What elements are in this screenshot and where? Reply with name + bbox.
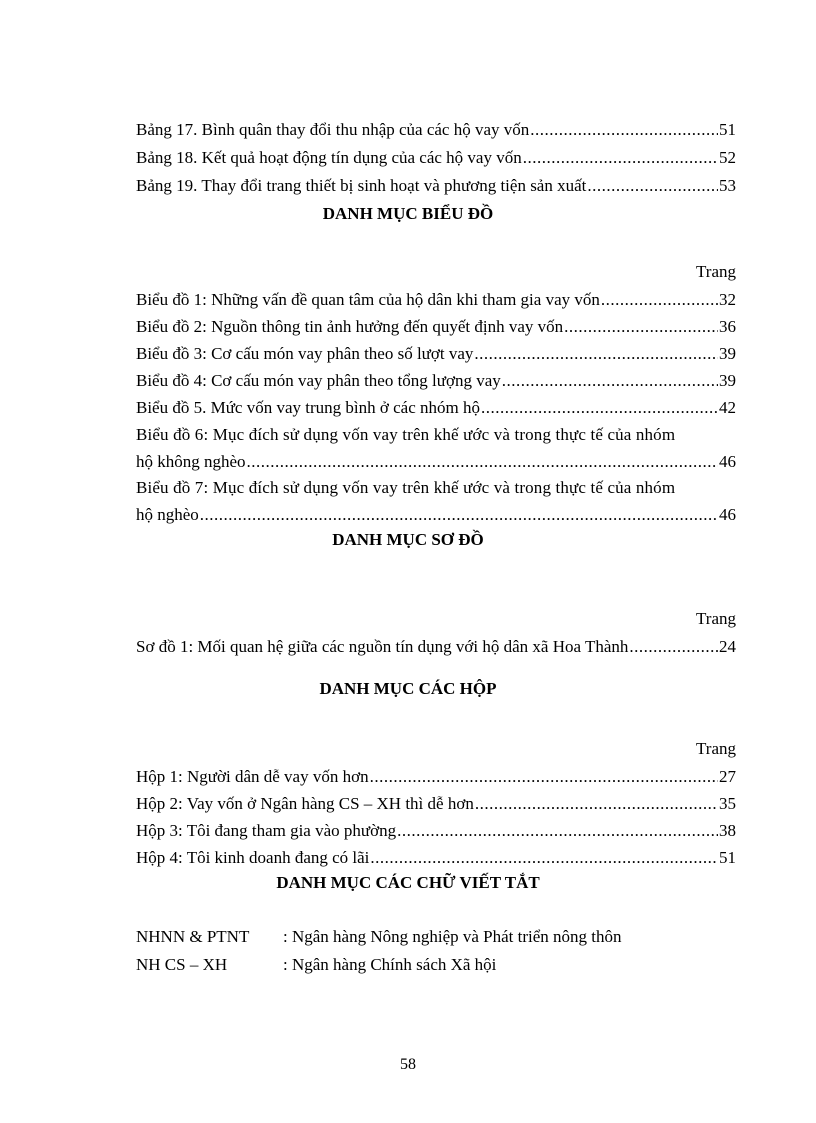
toc-entry-page: 32 xyxy=(719,290,736,309)
toc-entry-label: Bảng 17. Bình quân thay đổi thu nhập của các hộ vay vốn xyxy=(136,120,530,139)
toc-entry-page: 27 xyxy=(719,767,736,786)
dot-leader xyxy=(200,503,718,527)
diagrams-heading: DANH MỤC SƠ ĐỒ xyxy=(332,530,484,549)
toc-entry-label: Hộp 4: Tôi kinh doanh đang có lãi xyxy=(136,848,370,867)
abbreviation-key: NH CS – XH xyxy=(136,955,228,974)
dot-leader xyxy=(523,146,718,170)
page-number: 58 xyxy=(400,1056,416,1073)
toc-entry-page: 51 xyxy=(719,120,736,139)
dot-leader xyxy=(564,315,718,339)
dot-leader xyxy=(397,819,718,843)
toc-entry-page: 53 xyxy=(719,176,736,195)
toc-entry-box-3 xyxy=(136,819,736,843)
toc-entry-box-1 xyxy=(136,765,736,789)
toc-entry-chart-1 xyxy=(136,288,736,312)
toc-entry-chart-7-line1: Biểu đồ 7: Mục đích sử dụng vốn vay trên khế ước và trong thực tế của nhóm xyxy=(136,478,676,497)
abbreviation-meaning: : Ngân hàng Chính sách Xã hội xyxy=(283,955,497,974)
toc-entry-label: hộ không nghèo xyxy=(136,452,246,471)
toc-entry-chart-4 xyxy=(136,369,736,393)
toc-entry-table-19 xyxy=(136,174,736,198)
dot-leader xyxy=(530,118,718,142)
toc-entry-chart-5 xyxy=(136,396,736,420)
toc-entry-page: 52 xyxy=(719,148,736,167)
toc-entry-label: Bảng 19. Thay đổi trang thiết bị sinh hoạt và phương tiện sản xuất xyxy=(136,176,587,195)
charts-trang-label: Trang xyxy=(696,262,736,281)
toc-entry-diagram-1 xyxy=(136,635,736,659)
toc-entry-page: 46 xyxy=(719,505,736,524)
diagrams-trang-label: Trang xyxy=(696,609,736,628)
toc-entry-page: 42 xyxy=(719,398,736,417)
toc-entry-box-2 xyxy=(136,792,736,816)
dot-leader xyxy=(601,288,718,312)
abbreviations-heading: DANH MỤC CÁC CHỮ VIẾT TẮT xyxy=(276,873,540,892)
boxes-trang-label: Trang xyxy=(696,739,736,758)
dot-leader xyxy=(502,369,718,393)
toc-entry-page: 39 xyxy=(719,344,736,363)
toc-entry-label: Hộp 2: Vay vốn ở Ngân hàng CS – XH thì dễ hơn xyxy=(136,794,474,813)
dot-leader xyxy=(247,450,718,474)
toc-entry-label: Biểu đồ 2: Nguồn thông tin ảnh hưởng đến quyết định vay vốn xyxy=(136,317,564,336)
charts-heading: DANH MỤC BIỂU ĐỒ xyxy=(322,204,494,223)
toc-entry-page: 51 xyxy=(719,848,736,867)
dot-leader xyxy=(474,342,718,366)
toc-entry-label: Biểu đồ 1: Những vấn đề quan tâm của hộ dân khi tham gia vay vốn xyxy=(136,290,600,309)
toc-entry-label: Biểu đồ 3: Cơ cấu món vay phân theo số lượt vay xyxy=(136,344,474,363)
toc-entry-label: Sơ đồ 1: Mối quan hệ giữa các nguồn tín dụng với hộ dân xã Hoa Thành xyxy=(136,637,629,656)
dot-leader xyxy=(475,792,718,816)
toc-entry-chart-7-line2 xyxy=(136,503,736,527)
dot-leader xyxy=(629,635,718,659)
boxes-heading: DANH MỤC CÁC HỘP xyxy=(319,679,497,698)
toc-entry-chart-6-line2 xyxy=(136,450,736,474)
toc-entry-label: Hộp 1: Người dân dễ vay vốn hơn xyxy=(136,767,369,786)
toc-entry-page: 24 xyxy=(719,637,736,656)
toc-entry-page: 38 xyxy=(719,821,736,840)
toc-entry-label: Biểu đồ 5. Mức vốn vay trung bình ở các nhóm hộ xyxy=(136,398,480,417)
dot-leader xyxy=(481,396,718,420)
toc-entry-table-18 xyxy=(136,146,736,170)
toc-entry-page: 39 xyxy=(719,371,736,390)
toc-entry-label: Biểu đồ 4: Cơ cấu món vay phân theo tổng lượng vay xyxy=(136,371,501,390)
abbreviation-key: NHNN & PTNT xyxy=(136,927,250,946)
toc-entry-table-17 xyxy=(136,118,736,142)
toc-entry-chart-6-line1: Biểu đồ 6: Mục đích sử dụng vốn vay trên khế ước và trong thực tế của nhóm xyxy=(136,425,676,444)
dot-leader xyxy=(370,765,718,789)
toc-entry-page: 35 xyxy=(719,794,736,813)
toc-entry-label: Bảng 18. Kết quả hoạt động tín dụng của các hộ vay vốn xyxy=(136,148,522,167)
toc-entry-page: 46 xyxy=(719,452,736,471)
toc-entry-chart-2 xyxy=(136,315,736,339)
dot-leader xyxy=(370,846,718,870)
dot-leader xyxy=(587,174,718,198)
toc-entry-label: Hộp 3: Tôi đang tham gia vào phường xyxy=(136,821,397,840)
toc-entry-chart-3 xyxy=(136,342,736,366)
toc-entry-label: hộ nghèo xyxy=(136,505,199,524)
toc-entry-page: 36 xyxy=(719,317,736,336)
abbreviation-meaning: : Ngân hàng Nông nghiệp và Phát triển nông thôn xyxy=(283,927,622,946)
toc-entry-box-4 xyxy=(136,846,736,870)
